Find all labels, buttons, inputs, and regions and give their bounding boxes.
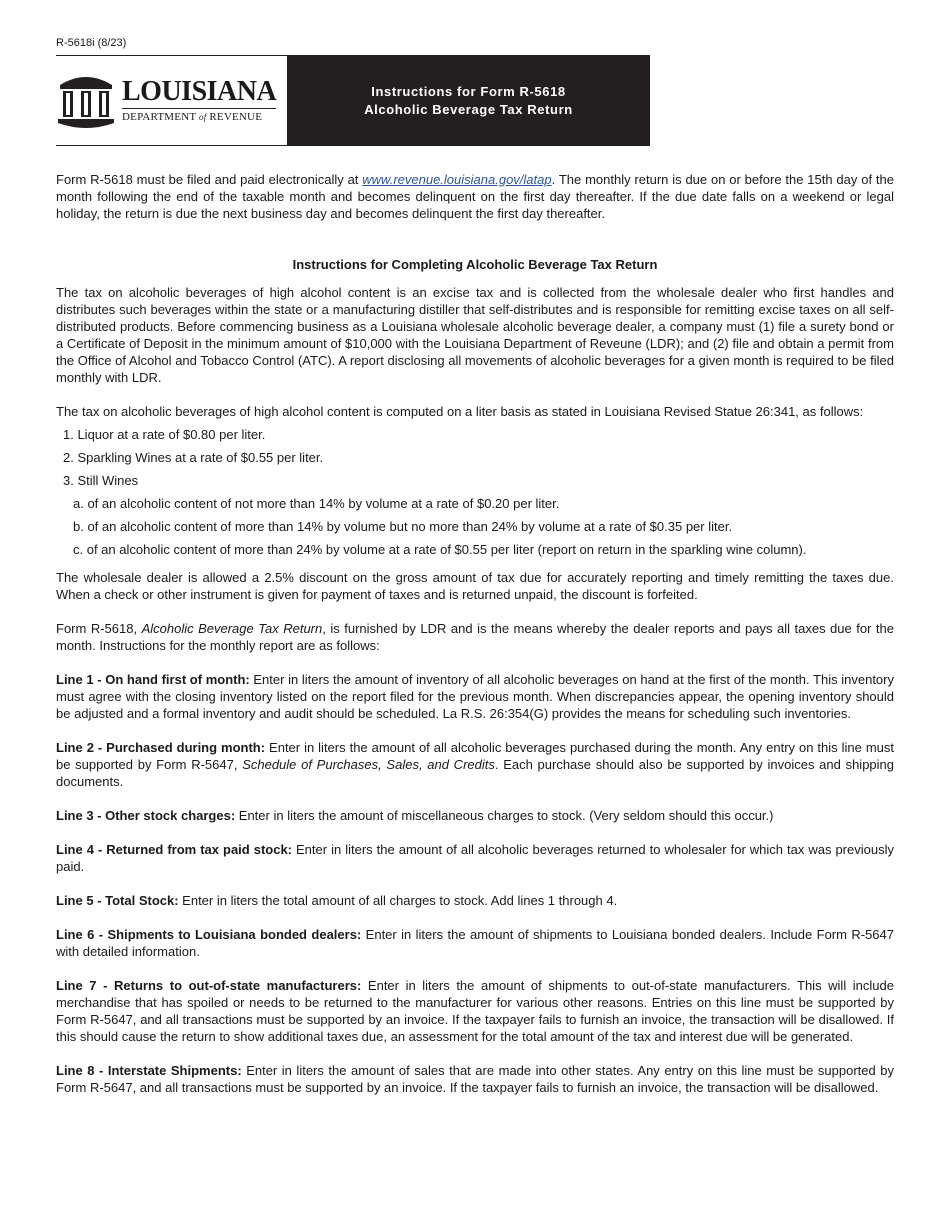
capitol-logo-icon (56, 71, 116, 131)
paragraph-excise-tax: The tax on alcoholic beverages of high alcohol content is an excise tax and is collected from the wholesale dealer who first handles and distributes such beverages within the state or a manufacturing distiller that self-distributes and is responsible for remitting excise taxes on all self-distributed products. Before commencing business as a Louisiana wholesale alcoholic beverage dealer, a company must (1) file a surety bond or a Certificate of Deposit in the minimum amount of $10,000 with the Louisiana Department of Reveune (LDR); and (2) file and obtain a permit from the Office of Alcohol and Tobacco Control (ATC). A report disclosing all movements of alcoholic beverages for a given month is required to be filed monthly with LDR. (56, 285, 894, 385)
header-title-line-2: Alcoholic Beverage Tax Return (364, 101, 573, 117)
line-6-instruction: Line 6 - Shipments to Louisiana bonded dealers: Enter in liters the amount of shipments to Louisiana bonded dealers. Include Form R-5647 with detailed information. (56, 927, 894, 959)
logo-wordmark: LOUISIANA (122, 76, 277, 107)
header-title-line-1: Instructions for Form R-5618 (371, 83, 566, 99)
line-2-instruction: Line 2 - Purchased during month: Enter in liters the amount of all alcoholic beverages purchased during the month. Any entry on this line must be supported by Form R-5647, Schedule of Purchases, Sales, and Credits. Each purchase should also be supported by invoices and shipping documents. (56, 740, 895, 789)
rate-item: 1. Liquor at a rate of $0.80 per liter. (63, 427, 266, 442)
latap-link[interactable]: www.revenue.louisiana.gov/latap (362, 172, 552, 187)
section-title: Instructions for Completing Alcoholic Beverage Tax Return (292, 257, 658, 272)
paragraph-tax-computation: The tax on alcoholic beverages of high alcohol content is computed on a liter basis as stated in Louisiana Revised Statue 26:341, as follows: (56, 404, 864, 419)
line-5-instruction: Line 5 - Total Stock: Enter in liters the total amount of all charges to stock. Add lines 1 through 4. (56, 893, 618, 908)
still-wine-item: b. of an alcoholic content of more than 14% by volume but no more than 24% by volume at a rate of $0.35 per liter. (73, 519, 733, 534)
still-wines-list (56, 495, 894, 558)
logo-department: DEPARTMENT of REVENUE (122, 108, 276, 123)
line-1-instruction: Line 1 - On hand first of month: Enter in liters the amount of inventory of all alcoholic beverages on hand at the first of the month. This inventory must agree with the closing inventory listed on the report filed for the previous month. When discrepancies appear, the opening inventory should be adjusted and a formal inventory and audit should be scheduled. La R.S. 26:354(G) provides the means for scheduling such inventories. (56, 672, 894, 721)
document-header (56, 55, 650, 146)
rate-list (56, 426, 894, 489)
still-wine-item: a. of an alcoholic content of not more than 14% by volume at a rate of $0.20 per liter. (73, 496, 560, 511)
rate-item: 3. Still Wines (63, 473, 139, 488)
rate-item: 2. Sparkling Wines at a rate of $0.55 per liter. (63, 450, 324, 465)
line-3-instruction: Line 3 - Other stock charges: Enter in liters the amount of miscellaneous charges to stock. (Very seldom should this occur.) (56, 808, 774, 823)
paragraph-form-description: Form R-5618, Alcoholic Beverage Tax Return, is furnished by LDR and is the means whereby the dealer reports and pays all taxes due for the month. Instructions for the monthly report are as follows: (56, 621, 894, 653)
still-wine-item: c. of an alcoholic content of more than 24% by volume at a rate of $0.55 per liter (report on return in the sparkling wine column). (73, 542, 807, 557)
header-title-block (287, 55, 650, 146)
line-7-instruction: Line 7 - Returns to out-of-state manufacturers: Enter in liters the amount of shipments to out-of-state manufacturers. This will include merchandise that has spoiled or needs to be returned to the manufacturer for various other reasons. Entries on this line must be supported by Form R-5647, and all transactions must be supported by an invoice. If the taxpayer fails to furnish an invoice, the transaction will be disallowed. If this should cause the return to show additional taxes due, an assessment for the total amount of the tax and interest due will be generated. (56, 978, 894, 1044)
line-4-instruction: Line 4 - Returned from tax paid stock: Enter in liters the amount of all alcoholic beverages returned to wholesaler for which tax was previously paid. (56, 842, 894, 874)
intro-paragraph: Form R-5618 must be filed and paid electronically at www.revenue.louisiana.gov/latap. The monthly return is due on or before the 15th day of the month following the end of the taxable month and becomes delinquent on the first day thereafter. If the due date falls on a weekend or legal holiday, the return is due the next business day and becomes delinquent the first day thereafter. (56, 172, 894, 221)
ldr-logo (56, 55, 287, 146)
line-8-instruction: Line 8 - Interstate Shipments: Enter in liters the amount of sales that are made into other states. Any entry on this line must be supported by Form R-5647, and all transactions must be supported by an invoice. If the taxpayer fails to furnish an invoice, the transaction will be disallowed. (56, 1063, 894, 1095)
paragraph-discount: The wholesale dealer is allowed a 2.5% discount on the gross amount of tax due for accurately reporting and timely remitting the taxes due. When a check or other instrument is given for payment of taxes and is returned unpaid, the discount is forfeited. (56, 570, 894, 602)
document-body (56, 171, 894, 1096)
form-code: R-5618i (8/23) (56, 37, 127, 49)
